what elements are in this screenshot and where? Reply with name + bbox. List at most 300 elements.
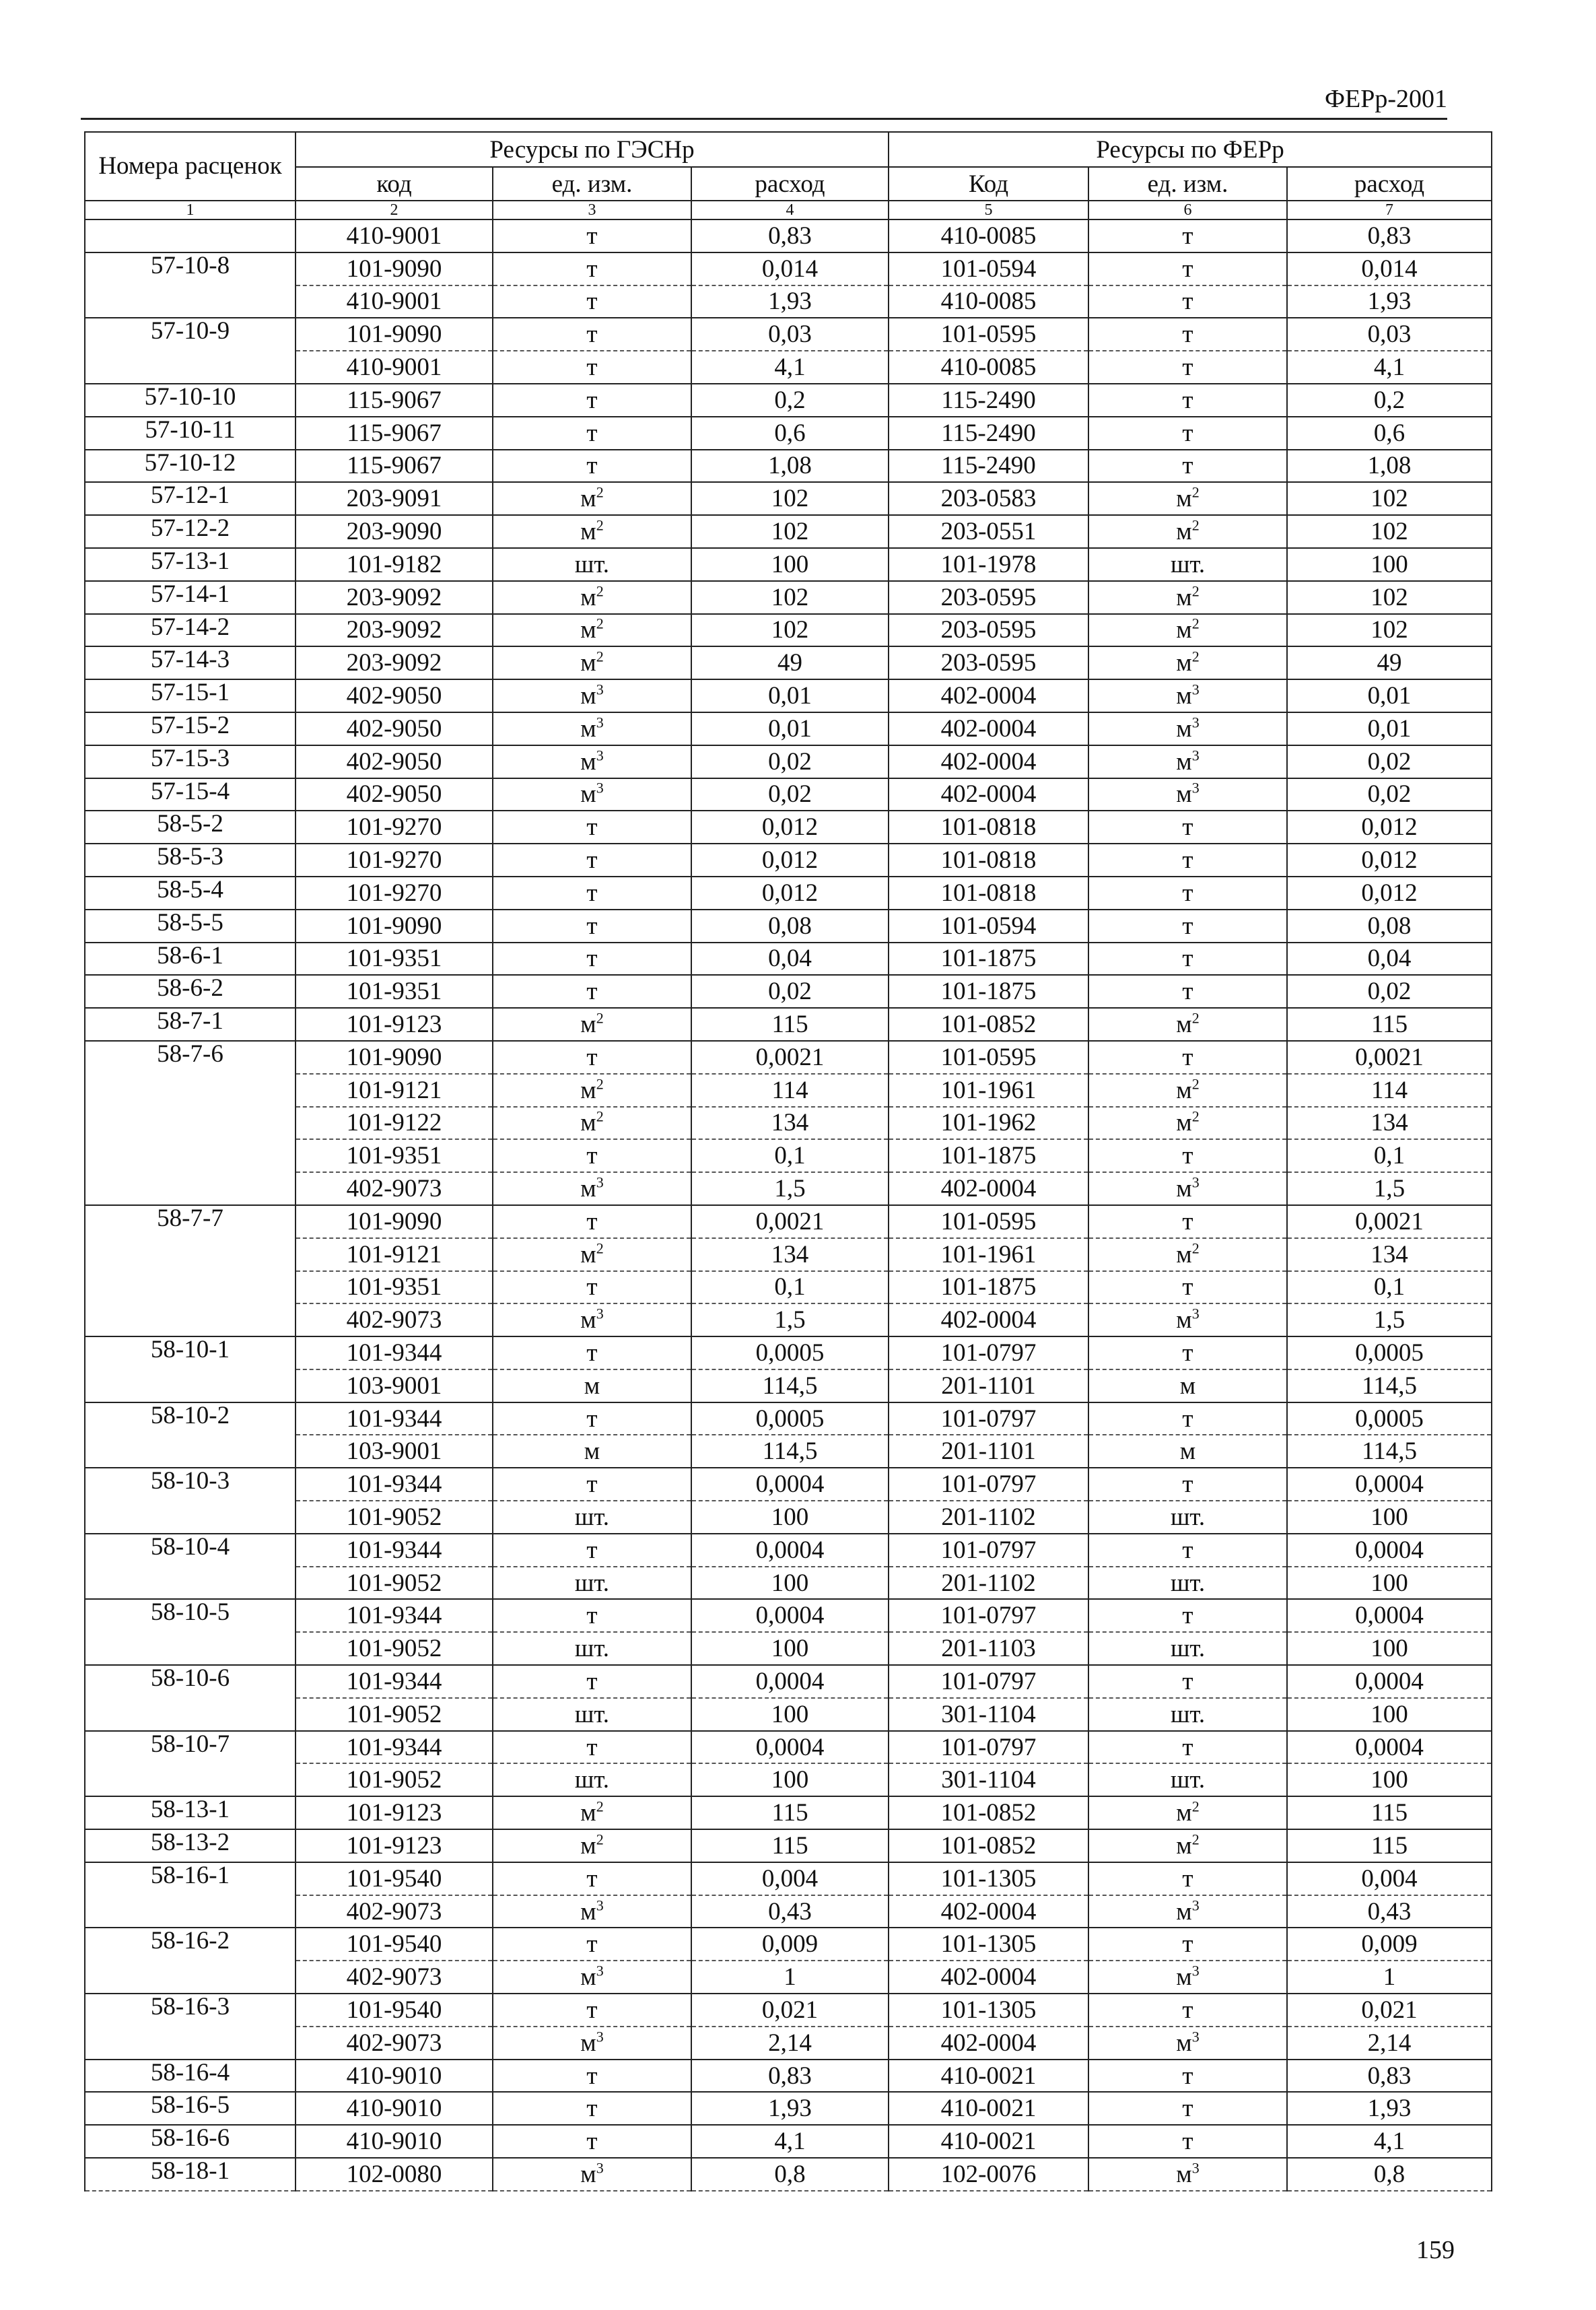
fer-code: 201-1101 xyxy=(889,1369,1088,1402)
gesn-quantity: 115 xyxy=(691,1829,889,1862)
rate-number: 58-5-2 xyxy=(85,811,296,844)
table-row xyxy=(85,1501,1492,1534)
fer-code: 301-1104 xyxy=(889,1698,1088,1731)
gesn-unit: т xyxy=(493,2092,691,2125)
gesn-unit: т xyxy=(493,417,691,450)
gesn-quantity: 0,0004 xyxy=(691,1534,889,1567)
fer-unit: т xyxy=(1088,1928,1287,1961)
table-row xyxy=(85,1107,1492,1140)
table-row xyxy=(85,285,1492,318)
gesn-code: 101-9540 xyxy=(296,1862,493,1895)
fer-unit: $м^3$ xyxy=(1088,1172,1287,1205)
column-number: 1 xyxy=(85,201,296,219)
fer-unit: $м^2$ xyxy=(1088,614,1287,647)
fer-code: 101-0594 xyxy=(889,910,1088,943)
gesn-code: 203-9092 xyxy=(296,581,493,614)
fer-quantity: 114,5 xyxy=(1287,1435,1492,1468)
fer-quantity: 0,0021 xyxy=(1287,1205,1492,1238)
fer-unit: шт. xyxy=(1088,1698,1287,1731)
fer-code: 410-0021 xyxy=(889,2060,1088,2093)
gesn-unit: т xyxy=(493,1599,691,1632)
rate-number: 58-16-2 xyxy=(85,1928,296,1994)
gesn-unit: т xyxy=(493,318,691,351)
rate-number: 57-14-2 xyxy=(85,614,296,647)
fer-unit: т xyxy=(1088,877,1287,910)
fer-quantity: 0,01 xyxy=(1287,679,1492,712)
fer-unit: $м^2$ xyxy=(1088,482,1287,515)
gesn-code: 101-9344 xyxy=(296,1534,493,1567)
gesn-code: 101-9270 xyxy=(296,811,493,844)
gesn-quantity: 102 xyxy=(691,614,889,647)
gesn-code: 101-9344 xyxy=(296,1665,493,1698)
table-row xyxy=(85,1796,1492,1829)
fer-unit: $м^2$ xyxy=(1088,1238,1287,1271)
gesn-code: 101-9090 xyxy=(296,910,493,943)
rate-number: 57-15-3 xyxy=(85,745,296,778)
gesn-unit: т xyxy=(493,285,691,318)
table-row xyxy=(85,1402,1492,1435)
table-row xyxy=(85,384,1492,417)
fer-code: 101-0595 xyxy=(889,1041,1088,1074)
fer-code: 101-0797 xyxy=(889,1731,1088,1764)
header-fer-unit: ед. изм. xyxy=(1088,167,1287,201)
fer-quantity: 0,6 xyxy=(1287,417,1492,450)
fer-quantity: 0,0004 xyxy=(1287,1534,1492,1567)
gesn-quantity: 0,2 xyxy=(691,384,889,417)
gesn-unit: $м^2$ xyxy=(493,646,691,679)
gesn-quantity: 0,08 xyxy=(691,910,889,943)
gesn-code: 115-9067 xyxy=(296,417,493,450)
rate-number: 58-13-2 xyxy=(85,1829,296,1862)
gesn-code: 101-9344 xyxy=(296,1599,493,1632)
fer-unit: т xyxy=(1088,1534,1287,1567)
table-row xyxy=(85,679,1492,712)
gesn-unit: $м^2$ xyxy=(493,515,691,548)
gesn-unit: $м^2$ xyxy=(493,1796,691,1829)
gesn-code: 102-0080 xyxy=(296,2158,493,2191)
rate-number: 58-10-4 xyxy=(85,1534,296,1600)
fer-code: 101-0595 xyxy=(889,1205,1088,1238)
fer-code: 101-1961 xyxy=(889,1238,1088,1271)
table-row xyxy=(85,1829,1492,1862)
rate-number: 57-10-11 xyxy=(85,417,296,450)
gesn-code: 101-9351 xyxy=(296,975,493,1008)
fer-quantity: 102 xyxy=(1287,515,1492,548)
fer-unit: $м^2$ xyxy=(1088,581,1287,614)
gesn-code: 101-9344 xyxy=(296,1468,493,1501)
fer-code: 101-1875 xyxy=(889,943,1088,976)
gesn-quantity: 0,014 xyxy=(691,252,889,285)
gesn-code: 103-9001 xyxy=(296,1369,493,1402)
fer-quantity: 0,0005 xyxy=(1287,1336,1492,1369)
table-row xyxy=(85,910,1492,943)
fer-quantity: 102 xyxy=(1287,581,1492,614)
gesn-code: 101-9123 xyxy=(296,1008,493,1041)
gesn-unit: $м^3$ xyxy=(493,712,691,745)
gesn-unit: т xyxy=(493,1534,691,1567)
gesn-code: 203-9092 xyxy=(296,646,493,679)
gesn-unit: т xyxy=(493,351,691,384)
rate-number: 57-14-3 xyxy=(85,646,296,679)
gesn-code: 101-9090 xyxy=(296,318,493,351)
gesn-code: 203-9092 xyxy=(296,614,493,647)
gesn-quantity: 4,1 xyxy=(691,351,889,384)
gesn-unit: т xyxy=(493,2060,691,2093)
table-row xyxy=(85,1763,1492,1796)
fer-code: 402-0004 xyxy=(889,778,1088,811)
gesn-code: 101-9123 xyxy=(296,1829,493,1862)
rate-number: 58-16-5 xyxy=(85,2092,296,2125)
gesn-unit: $м^2$ xyxy=(493,614,691,647)
gesn-unit: т xyxy=(493,450,691,483)
gesn-code: 101-9182 xyxy=(296,548,493,581)
table-row xyxy=(85,1172,1492,1205)
rate-number: 57-12-2 xyxy=(85,515,296,548)
fer-unit: $м^3$ xyxy=(1088,745,1287,778)
table-row xyxy=(85,1961,1492,1994)
fer-code: 101-0797 xyxy=(889,1402,1088,1435)
fer-unit: $м^3$ xyxy=(1088,1303,1287,1336)
fer-unit: т xyxy=(1088,219,1287,252)
fer-quantity: 49 xyxy=(1287,646,1492,679)
fer-unit: $м^3$ xyxy=(1088,679,1287,712)
rate-number: 58-6-1 xyxy=(85,943,296,976)
rate-number: 57-15-1 xyxy=(85,679,296,712)
fer-code: 402-0004 xyxy=(889,1172,1088,1205)
table-row xyxy=(85,1435,1492,1468)
gesn-code: 115-9067 xyxy=(296,450,493,483)
fer-quantity: 0,2 xyxy=(1287,384,1492,417)
rate-number: 58-5-3 xyxy=(85,844,296,877)
table-row xyxy=(85,482,1492,515)
table-row xyxy=(85,1271,1492,1304)
rate-number: 58-10-7 xyxy=(85,1731,296,1797)
fer-quantity: 0,43 xyxy=(1287,1895,1492,1928)
gesn-code: 101-9052 xyxy=(296,1501,493,1534)
gesn-code: 101-9052 xyxy=(296,1763,493,1796)
fer-quantity: 114,5 xyxy=(1287,1369,1492,1402)
gesn-unit: т xyxy=(493,252,691,285)
fer-quantity: 0,04 xyxy=(1287,943,1492,976)
gesn-code: 410-9001 xyxy=(296,351,493,384)
table-row xyxy=(85,1041,1492,1074)
rate-number: 58-16-1 xyxy=(85,1862,296,1928)
gesn-code: 402-9050 xyxy=(296,745,493,778)
table-row xyxy=(85,1862,1492,1895)
fer-quantity: 100 xyxy=(1287,1698,1492,1731)
rate-number: 58-10-5 xyxy=(85,1599,296,1665)
gesn-unit: т xyxy=(493,219,691,252)
rate-number: 57-15-2 xyxy=(85,712,296,745)
gesn-quantity: 100 xyxy=(691,548,889,581)
gesn-code: 101-9122 xyxy=(296,1107,493,1140)
gesn-unit: $м^2$ xyxy=(493,1008,691,1041)
fer-quantity: 102 xyxy=(1287,614,1492,647)
table-row xyxy=(85,2092,1492,2125)
gesn-quantity: 0,0021 xyxy=(691,1041,889,1074)
gesn-unit: т xyxy=(493,1994,691,2027)
fer-unit: $м^3$ xyxy=(1088,778,1287,811)
fer-code: 101-0797 xyxy=(889,1665,1088,1698)
gesn-code: 101-9090 xyxy=(296,252,493,285)
fer-code: 201-1102 xyxy=(889,1501,1088,1534)
table-row xyxy=(85,1994,1492,2027)
fer-unit: $м^3$ xyxy=(1088,1961,1287,1994)
fer-code: 203-0583 xyxy=(889,482,1088,515)
gesn-unit: $м^3$ xyxy=(493,745,691,778)
fer-unit: т xyxy=(1088,1599,1287,1632)
gesn-unit: $м^2$ xyxy=(493,1107,691,1140)
rate-number: 57-10-12 xyxy=(85,450,296,483)
fer-quantity: 0,1 xyxy=(1287,1139,1492,1172)
fer-unit: т xyxy=(1088,1665,1287,1698)
fer-unit: шт. xyxy=(1088,1567,1287,1600)
rate-number: 57-14-1 xyxy=(85,581,296,614)
table-row xyxy=(85,778,1492,811)
table-row xyxy=(85,252,1492,285)
gesn-unit: $м^3$ xyxy=(493,1172,691,1205)
gesn-quantity: 0,0005 xyxy=(691,1336,889,1369)
gesn-unit: $м^3$ xyxy=(493,679,691,712)
gesn-unit: т xyxy=(493,1468,691,1501)
fer-quantity: 0,02 xyxy=(1287,975,1492,1008)
fer-quantity: 0,03 xyxy=(1287,318,1492,351)
fer-quantity: 100 xyxy=(1287,1501,1492,1534)
fer-code: 101-0818 xyxy=(889,844,1088,877)
fer-code: 101-0852 xyxy=(889,1796,1088,1829)
gesn-unit: т xyxy=(493,1041,691,1074)
document-code: ФЕРр-2001 xyxy=(1324,85,1447,113)
resources-table xyxy=(84,131,1492,2192)
fer-unit: т xyxy=(1088,318,1287,351)
fer-unit: т xyxy=(1088,1862,1287,1895)
gesn-code: 101-9351 xyxy=(296,943,493,976)
gesn-code: 402-9073 xyxy=(296,1961,493,1994)
gesn-code: 410-9001 xyxy=(296,219,493,252)
gesn-quantity: 0,1 xyxy=(691,1139,889,1172)
table-row xyxy=(85,1665,1492,1698)
fer-unit: $м^2$ xyxy=(1088,1796,1287,1829)
gesn-unit: $м^3$ xyxy=(493,2158,691,2191)
fer-unit: м xyxy=(1088,1369,1287,1402)
gesn-code: 101-9270 xyxy=(296,844,493,877)
fer-code: 101-0595 xyxy=(889,318,1088,351)
fer-quantity: 1,5 xyxy=(1287,1172,1492,1205)
column-number: 2 xyxy=(296,201,493,219)
table-row xyxy=(85,1599,1492,1632)
table-row xyxy=(85,1303,1492,1336)
fer-unit: т xyxy=(1088,450,1287,483)
table-row xyxy=(85,844,1492,877)
fer-unit: $м^2$ xyxy=(1088,515,1287,548)
fer-code: 402-0004 xyxy=(889,2027,1088,2060)
gesn-quantity: 100 xyxy=(691,1632,889,1665)
column-number: 4 xyxy=(691,201,889,219)
table-row xyxy=(85,1336,1492,1369)
table-row xyxy=(85,1008,1492,1041)
fer-quantity: 0,0004 xyxy=(1287,1599,1492,1632)
gesn-code: 101-9540 xyxy=(296,1928,493,1961)
fer-quantity: 1,5 xyxy=(1287,1303,1492,1336)
gesn-unit: т xyxy=(493,1205,691,1238)
table-row xyxy=(85,1205,1492,1238)
fer-unit: т xyxy=(1088,1336,1287,1369)
rate-number: 57-13-1 xyxy=(85,548,296,581)
rate-number: 58-16-3 xyxy=(85,1994,296,2060)
fer-code: 101-0797 xyxy=(889,1599,1088,1632)
page-number: 159 xyxy=(1416,2236,1455,2264)
fer-unit: т xyxy=(1088,844,1287,877)
fer-code: 402-0004 xyxy=(889,712,1088,745)
fer-unit: т xyxy=(1088,1402,1287,1435)
gesn-quantity: 1,93 xyxy=(691,2092,889,2125)
gesn-code: 101-9052 xyxy=(296,1698,493,1731)
table-row xyxy=(85,2027,1492,2060)
gesn-code: 101-9270 xyxy=(296,877,493,910)
header-fer-code: Код xyxy=(889,167,1088,201)
gesn-unit: т xyxy=(493,877,691,910)
gesn-unit: шт. xyxy=(493,1567,691,1600)
table-row xyxy=(85,975,1492,1008)
fer-quantity: 100 xyxy=(1287,548,1492,581)
table-row xyxy=(85,1534,1492,1567)
fer-unit: т xyxy=(1088,2060,1287,2093)
gesn-quantity: 115 xyxy=(691,1796,889,1829)
gesn-unit: т xyxy=(493,1862,691,1895)
fer-code: 410-0021 xyxy=(889,2125,1088,2158)
gesn-quantity: 102 xyxy=(691,581,889,614)
fer-code: 101-1875 xyxy=(889,1139,1088,1172)
fer-code: 101-0797 xyxy=(889,1468,1088,1501)
gesn-unit: $м^2$ xyxy=(493,1074,691,1107)
fer-code: 201-1102 xyxy=(889,1567,1088,1600)
gesn-quantity: 134 xyxy=(691,1107,889,1140)
rate-number: 58-7-6 xyxy=(85,1041,296,1205)
gesn-quantity: 4,1 xyxy=(691,2125,889,2158)
fer-unit: т xyxy=(1088,1205,1287,1238)
fer-unit: шт. xyxy=(1088,548,1287,581)
gesn-quantity: 0,0004 xyxy=(691,1731,889,1764)
gesn-unit: т xyxy=(493,1731,691,1764)
fer-code: 101-0594 xyxy=(889,252,1088,285)
table-row xyxy=(85,1139,1492,1172)
gesn-unit: $м^3$ xyxy=(493,1895,691,1928)
table-row xyxy=(85,712,1492,745)
fer-code: 201-1103 xyxy=(889,1632,1088,1665)
page-header xyxy=(81,77,1447,120)
rate-number: 58-5-4 xyxy=(85,877,296,910)
table-row xyxy=(85,1567,1492,1600)
gesn-quantity: 0,83 xyxy=(691,219,889,252)
header-fer-group: Ресурсы по ФЕРр xyxy=(889,132,1492,167)
rate-number: 57-10-10 xyxy=(85,384,296,417)
table-row xyxy=(85,2060,1492,2093)
fer-unit: т xyxy=(1088,943,1287,976)
gesn-quantity: 0,02 xyxy=(691,975,889,1008)
table-row xyxy=(85,318,1492,351)
rate-number: 57-15-4 xyxy=(85,778,296,811)
rate-number: 58-16-4 xyxy=(85,2060,296,2093)
fer-quantity: 2,14 xyxy=(1287,2027,1492,2060)
gesn-unit: т xyxy=(493,910,691,943)
gesn-code: 101-9344 xyxy=(296,1402,493,1435)
fer-code: 101-0852 xyxy=(889,1829,1088,1862)
gesn-code: 402-9050 xyxy=(296,679,493,712)
gesn-quantity: 1 xyxy=(691,1961,889,1994)
rate-number: 58-10-6 xyxy=(85,1665,296,1731)
table-row xyxy=(85,515,1492,548)
table-row xyxy=(85,646,1492,679)
gesn-quantity: 49 xyxy=(691,646,889,679)
fer-code: 115-2490 xyxy=(889,384,1088,417)
gesn-unit: т xyxy=(493,844,691,877)
fer-quantity: 115 xyxy=(1287,1829,1492,1862)
gesn-quantity: 0,02 xyxy=(691,778,889,811)
gesn-code: 101-9090 xyxy=(296,1205,493,1238)
fer-quantity: 4,1 xyxy=(1287,351,1492,384)
table-row xyxy=(85,1074,1492,1107)
rate-number: 57-10-9 xyxy=(85,318,296,384)
gesn-unit: м xyxy=(493,1435,691,1468)
gesn-code: 101-9351 xyxy=(296,1139,493,1172)
rate-number: 58-10-2 xyxy=(85,1402,296,1468)
header-gesn-group: Ресурсы по ГЭСНр xyxy=(296,132,889,167)
table-row xyxy=(85,450,1492,483)
fer-quantity: 4,1 xyxy=(1287,2125,1492,2158)
fer-unit: $м^3$ xyxy=(1088,2158,1287,2191)
gesn-quantity: 134 xyxy=(691,1238,889,1271)
fer-quantity: 0,1 xyxy=(1287,1271,1492,1304)
fer-quantity: 0,0004 xyxy=(1287,1665,1492,1698)
gesn-code: 101-9344 xyxy=(296,1731,493,1764)
gesn-quantity: 0,02 xyxy=(691,745,889,778)
gesn-unit: $м^3$ xyxy=(493,2027,691,2060)
fer-code: 101-1962 xyxy=(889,1107,1088,1140)
gesn-quantity: 0,03 xyxy=(691,318,889,351)
fer-quantity: 0,012 xyxy=(1287,877,1492,910)
gesn-quantity: 0,6 xyxy=(691,417,889,450)
gesn-quantity: 0,0004 xyxy=(691,1599,889,1632)
header-gesn-qty: расход xyxy=(691,167,889,201)
gesn-unit: $м^3$ xyxy=(493,1961,691,1994)
fer-code: 402-0004 xyxy=(889,679,1088,712)
fer-quantity: 0,012 xyxy=(1287,811,1492,844)
gesn-code: 101-9344 xyxy=(296,1336,493,1369)
fer-unit: $м^2$ xyxy=(1088,1829,1287,1862)
fer-code: 101-0797 xyxy=(889,1534,1088,1567)
gesn-quantity: 0,43 xyxy=(691,1895,889,1928)
gesn-quantity: 0,1 xyxy=(691,1271,889,1304)
fer-unit: $м^2$ xyxy=(1088,1107,1287,1140)
fer-code: 101-1875 xyxy=(889,975,1088,1008)
fer-quantity: 102 xyxy=(1287,482,1492,515)
table-row xyxy=(85,1468,1492,1501)
fer-unit: т xyxy=(1088,2092,1287,2125)
header-gesn-code: код xyxy=(296,167,493,201)
table-row xyxy=(85,877,1492,910)
fer-code: 101-1961 xyxy=(889,1074,1088,1107)
fer-code: 101-1305 xyxy=(889,1994,1088,2027)
gesn-code: 101-9052 xyxy=(296,1567,493,1600)
fer-code: 101-0852 xyxy=(889,1008,1088,1041)
table-row xyxy=(85,1731,1492,1764)
gesn-quantity: 100 xyxy=(691,1698,889,1731)
gesn-code: 103-9001 xyxy=(296,1435,493,1468)
gesn-code: 402-9073 xyxy=(296,1303,493,1336)
gesn-unit: т xyxy=(493,811,691,844)
header-rate-numbers: Номера расценок xyxy=(85,132,296,201)
fer-code: 115-2490 xyxy=(889,450,1088,483)
